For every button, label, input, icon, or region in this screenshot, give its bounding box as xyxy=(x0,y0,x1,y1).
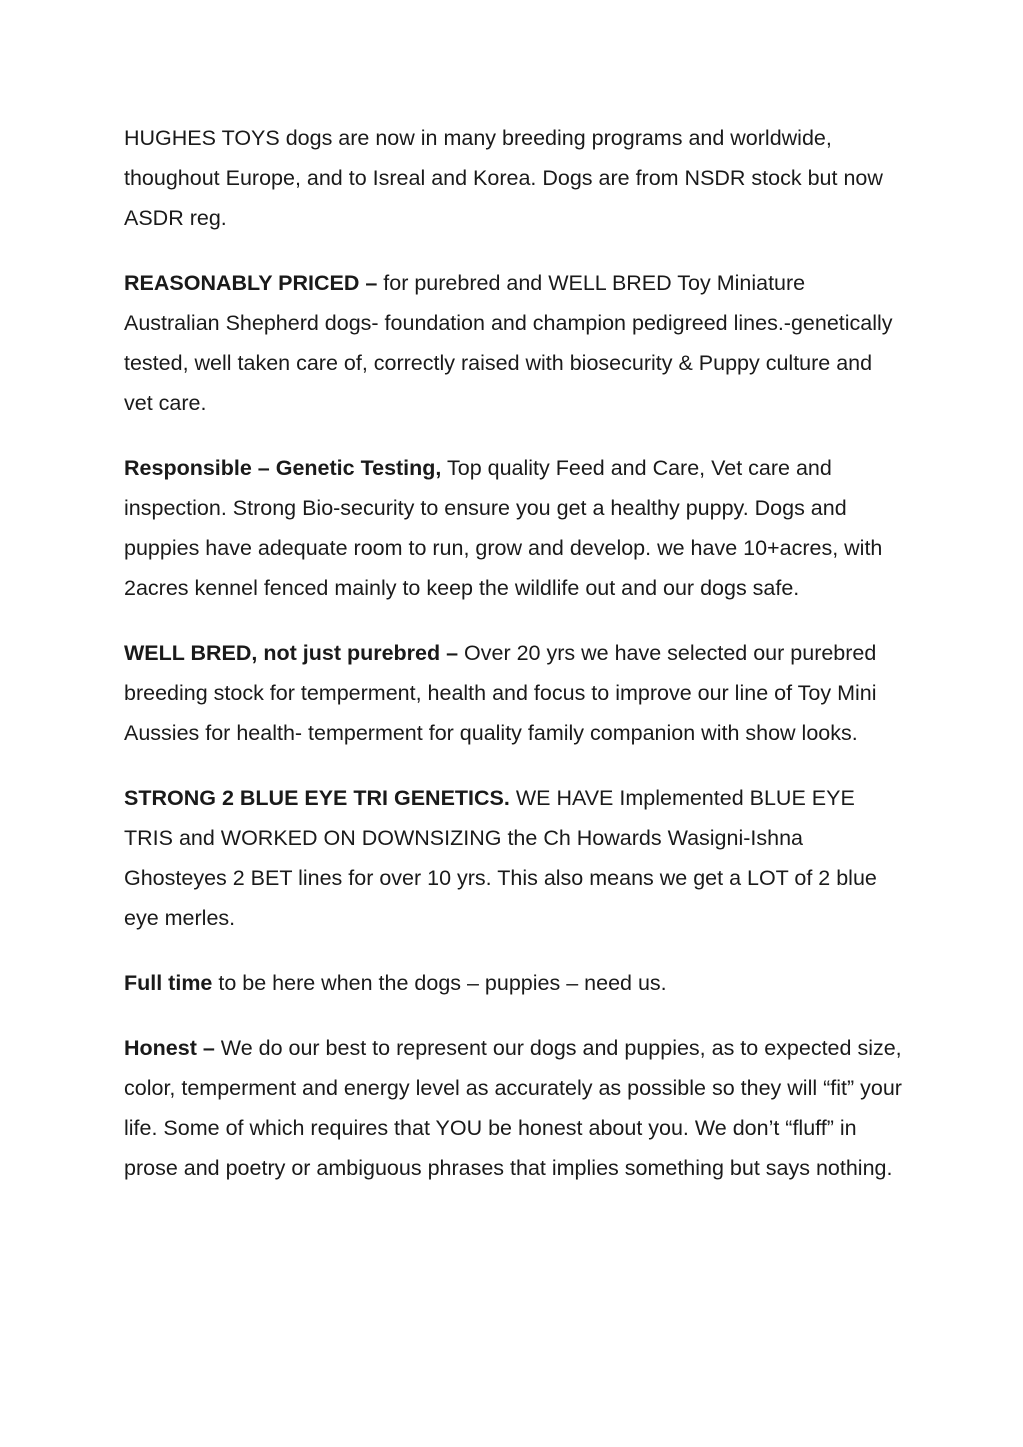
paragraph-text: for purebred and WELL BRED Toy Miniature Australian Shepherd dogs- foundation and champion pedigreed lines.-genetically tested, well taken care of, correctly raised with biosecurity & Puppy culture and vet care. xyxy=(124,271,893,415)
paragraph-text: Top quality Feed and Care, Vet care and inspection. Strong Bio-security to ensure you get a healthy puppy. Dogs and puppies have adequate room to run, grow and develop. we have 10+acres, with 2acres kennel fenced mainly to keep the wildlife out and our dogs safe. xyxy=(124,456,883,600)
paragraph-lead: STRONG 2 BLUE EYE TRI GENETICS. xyxy=(124,786,510,810)
paragraph-text: Over 20 yrs we have selected our purebred breeding stock for temperment, health and focus to improve our line of Toy Mini Aussies for health- temperment for quality family companion with show looks. xyxy=(124,641,877,745)
paragraph-text: to be here when the dogs – puppies – need us. xyxy=(212,971,667,995)
paragraph-responsible xyxy=(124,448,904,608)
paragraph-text: WE HAVE Implemented BLUE EYE TRIS and WORKED ON DOWNSIZING the Ch Howards Wasigni-Ishna Ghosteyes 2 BET lines for over 10 yrs. This also means we get a LOT of 2 blue eye merles. xyxy=(124,786,877,930)
paragraph-honest xyxy=(124,1028,904,1188)
paragraph-well-bred xyxy=(124,633,904,753)
paragraph-blue-eye-genetics xyxy=(124,778,904,938)
paragraph-lead: WELL BRED, not just purebred – xyxy=(124,641,459,665)
paragraph-intro xyxy=(124,118,904,238)
paragraph-lead: Responsible – Genetic Testing, xyxy=(124,456,442,480)
paragraph-text: HUGHES TOYS dogs are now in many breeding programs and worldwide, thoughout Europe, and to Isreal and Korea. Dogs are from NSDR stock but now ASDR reg. xyxy=(124,126,883,230)
paragraph-lead: REASONABLY PRICED – xyxy=(124,271,378,295)
document-body xyxy=(124,118,904,1213)
paragraph-text: We do our best to represent our dogs and puppies, as to expected size, color, temperment and energy level as accurately as possible so they will “fit” your life. Some of which requires that YOU be honest about you. We don’t “fluff” in prose and poetry or ambiguous phrases that implies something but says nothing. xyxy=(124,1036,902,1180)
paragraph-lead: Honest – xyxy=(124,1036,215,1060)
paragraph-lead: Full time xyxy=(124,971,213,995)
paragraph-reasonably-priced xyxy=(124,263,904,423)
paragraph-full-time xyxy=(124,963,904,1003)
